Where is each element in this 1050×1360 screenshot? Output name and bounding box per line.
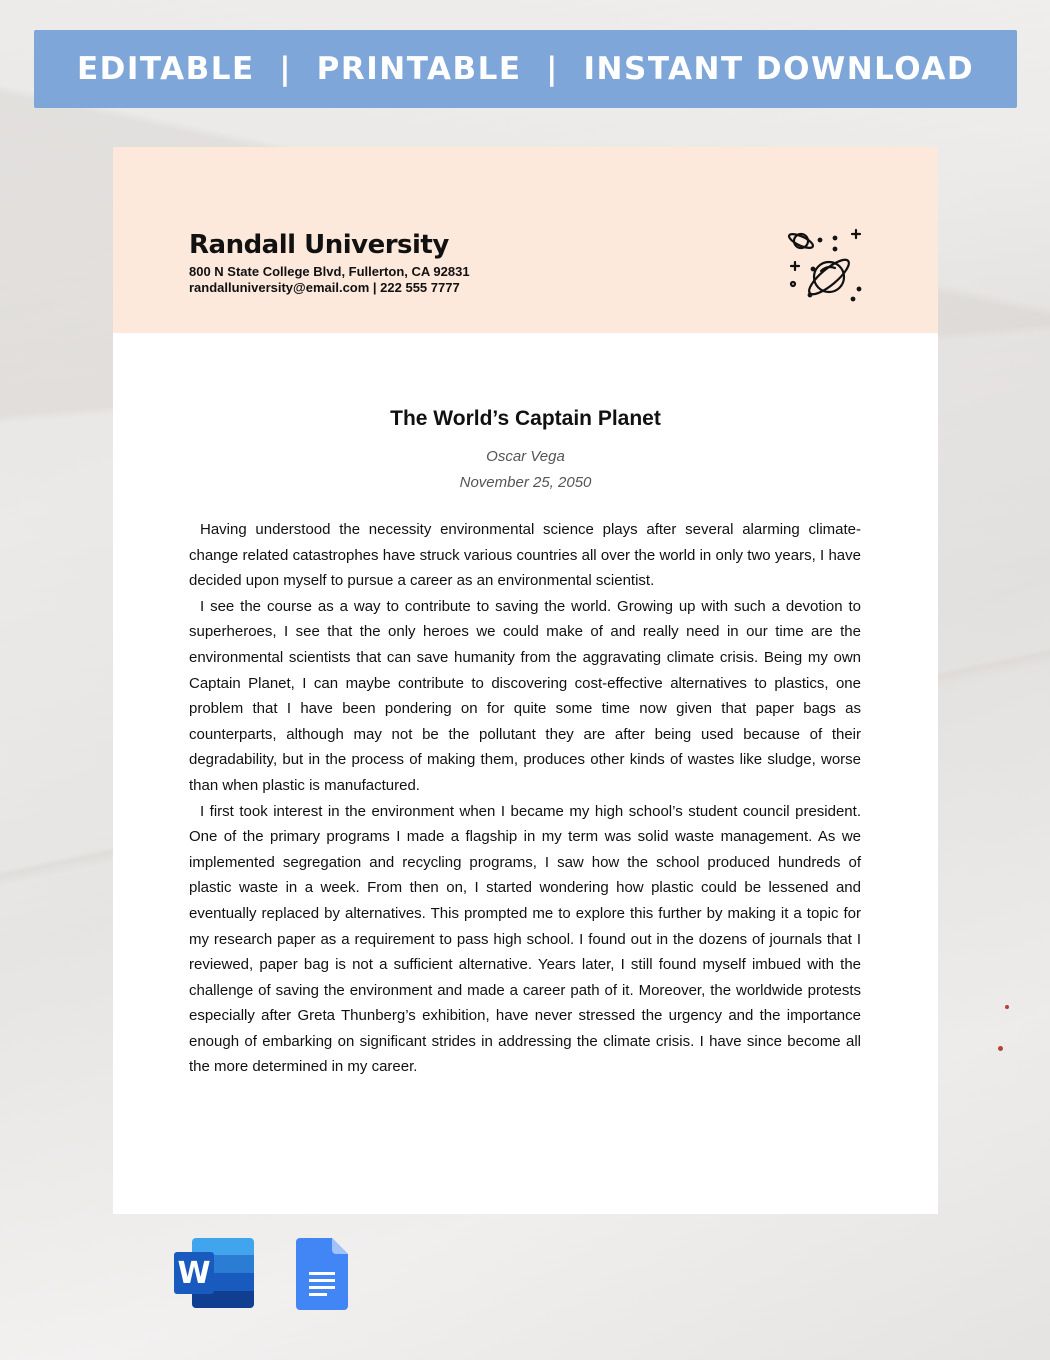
university-name: Randall University	[189, 230, 449, 260]
planets-icon	[785, 227, 865, 307]
author-name: Oscar Vega	[486, 448, 565, 465]
microsoft-word-icon	[174, 1238, 254, 1308]
letterhead	[113, 147, 938, 333]
document-date: November 25, 2050	[459, 474, 592, 491]
paragraph: Having understood the necessity environmental science plays after several alarming climate-change related catastrophes have struck various countries all over the world in only two years, I have decided upon myself to pursue a career as an environmental scientist.	[189, 521, 861, 590]
decorative-speck	[1005, 1005, 1009, 1009]
google-docs-icon	[296, 1238, 348, 1310]
document-body	[189, 517, 861, 1080]
paragraph: I first took interest in the environment when I became my high school’s student council president. One of the primary programs I made a flagship in my term was solid waste management. As we implemented segregation and recycling programs, I saw how the school produced hundreds of plastic waste in a week. From then on, I started wondering how plastic could be lessened and eventually replaced by alternatives. This prompted me to explore this further by making it a topic for my research paper as a requirement to pass high school. I found out in the dozens of journals that I reviewed, paper bag is not a sufficient alternative. Years later, I still found myself imbued with the challenge of saving the environment and made a career path of it. Moreover, the worldwide protests especially after Greta Thunberg’s exhibition, have never stressed the urgency and the importance enough of embarking on significant strides in addressing the climate crisis. I have since become all the more determined in my career.	[189, 802, 861, 1076]
paragraph: I see the course as a way to contribute to saving the world. Growing up with such a devotion to superheroes, I see that the only heroes we could make of and really need in our time are the environmental scientists that can save humanity from the aggravating climate crisis. Being my own Captain Planet, I can maybe contribute to discovering cost-effective alternatives to plastics, one problem that I have been pondering on for quite some time now given that paper bags as counterparts, although may not be the pollutant they are after being used because of their degradability, but in the process of making them, produces other kinds of wastes like sludge, worse than when plastic is manufactured.	[189, 597, 861, 794]
banner-text: EDITABLE | PRINTABLE | INSTANT DOWNLOAD	[76, 51, 975, 87]
top-banner	[34, 30, 1017, 108]
university-contact: randalluniversity@email.com | 222 555 7777	[189, 280, 460, 295]
document-title: The World’s Captain Planet	[390, 407, 661, 430]
app-icons	[174, 1238, 354, 1310]
word-letter: W	[177, 1256, 211, 1291]
university-address: 800 N State College Blvd, Fullerton, CA 92831	[189, 264, 470, 279]
decorative-speck	[998, 1046, 1003, 1051]
document-page	[113, 147, 938, 1214]
